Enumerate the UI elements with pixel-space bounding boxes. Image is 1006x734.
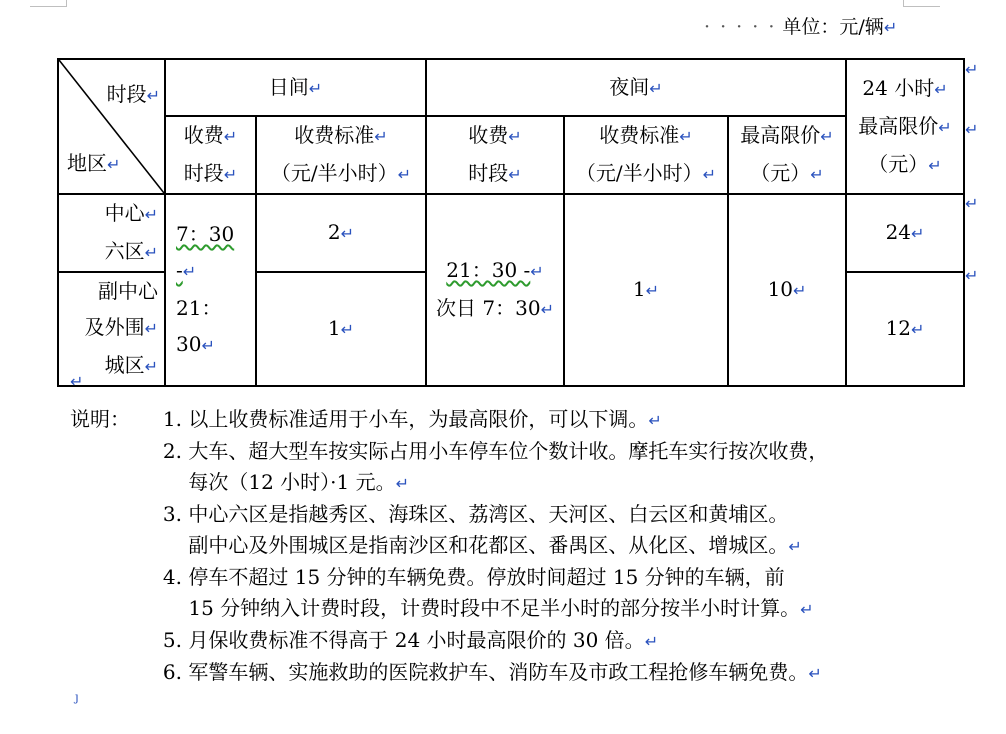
note-item: 说明： 1. 以上收费标准适用于小车，为最高限价，可以下调。↵ bbox=[70, 404, 828, 436]
parking-fee-table bbox=[57, 58, 965, 387]
note-item: 2. 大车、超大型车按实际占用小车停车位个数计收。摩托车实行按次收费， 每次（12 小时）·1 元。↵ bbox=[162, 439, 829, 494]
notes-section bbox=[70, 404, 828, 689]
paragraph-mark-icon: ↵ bbox=[107, 155, 121, 174]
paragraph-mark-icon: ↵ bbox=[938, 117, 952, 137]
row-end-mark-icon: ↵ bbox=[965, 194, 979, 213]
outer-day-standard-cell: 1↵ bbox=[256, 272, 426, 386]
note-item: 5. 月保收费标准不得高于 24 小时最高限价的 30 倍。↵ bbox=[162, 628, 659, 652]
paragraph-mark-icon: ↵ bbox=[146, 86, 160, 105]
paragraph-mark-icon: ↵ bbox=[934, 79, 948, 99]
page-corner-mark-left bbox=[30, 0, 67, 7]
note-item: 6. 军警车辆、实施救助的医院救护车、消防车及市政工程抢修车辆免费。↵ bbox=[162, 660, 822, 684]
paragraph-mark-icon: ↵ bbox=[70, 372, 84, 391]
unit-label bbox=[704, 12, 897, 39]
row-end-mark-icon: ↵ bbox=[965, 266, 979, 285]
notes-label: 说明： bbox=[70, 407, 130, 431]
night-period-cell: 21：30 -↵ 次日 7：30↵ bbox=[426, 194, 564, 386]
day-period-header: 收费↵ 时段↵ bbox=[165, 116, 256, 194]
night-period-header: 收费↵ 时段↵ bbox=[426, 116, 564, 194]
corner-header-period: 时段↵ bbox=[106, 82, 160, 106]
leader-dots: · · · · · bbox=[704, 16, 777, 38]
night-header: 夜间↵ bbox=[426, 59, 846, 116]
center-max24-cell: 24↵ bbox=[846, 194, 964, 272]
section-end-mark: ȷ bbox=[75, 690, 79, 704]
note-item: 3. 中心六区是指越秀区、海珠区、荔湾区、天河区、白云区和黄埔区。 副中心及外围城区是指南沙区和花都区、番禺区、从化区、增城区。↵ bbox=[162, 502, 802, 557]
row-end-mark-icon: ↵ bbox=[965, 120, 979, 139]
max24-header: 24 小时↵ 最高限价↵ （元）↵ bbox=[846, 59, 964, 194]
corner-header-region: 地区↵ bbox=[67, 151, 121, 175]
unit-text: 单位：元/辆 bbox=[782, 16, 884, 38]
paragraph-mark-icon: ↵ bbox=[649, 78, 663, 98]
center-day-standard-cell: 2↵ bbox=[256, 194, 426, 272]
day-period-cell: 7：30 -↵ 21：30↵ bbox=[165, 194, 256, 386]
row-end-mark-icon: ↵ bbox=[965, 60, 979, 79]
region-center-cell: 中心↵ 六区↵ bbox=[58, 194, 165, 272]
region-outer-cell: 副中心 及外围↵ 城区↵ bbox=[58, 272, 165, 386]
paragraph-mark-icon: ↵ bbox=[928, 155, 942, 175]
day-header: 日间↵ bbox=[165, 59, 426, 116]
paragraph-mark-icon: ↵ bbox=[883, 18, 898, 37]
night-max-header: 最高限价↵ （元）↵ bbox=[728, 116, 846, 194]
note-item: 4. 停车不超过 15 分钟的车辆免费。停放时间超过 15 分钟的车辆，前 15 分钟纳入计费时段，计费时段中不足半小时的部分按半小时计算。↵ bbox=[162, 565, 814, 620]
outer-max24-cell: 12↵ bbox=[846, 272, 964, 386]
corner-header-cell bbox=[58, 59, 165, 194]
night-max-cell: 10↵ bbox=[728, 194, 846, 386]
night-standard-cell: 1↵ bbox=[564, 194, 728, 386]
day-standard-header: 收费标准↵ （元/半小时）↵ bbox=[256, 116, 426, 194]
paragraph-mark-icon: ↵ bbox=[308, 78, 323, 98]
page-corner-mark-right bbox=[903, 0, 940, 7]
night-standard-header: 收费标准↵ （元/半小时）↵ bbox=[564, 116, 728, 194]
